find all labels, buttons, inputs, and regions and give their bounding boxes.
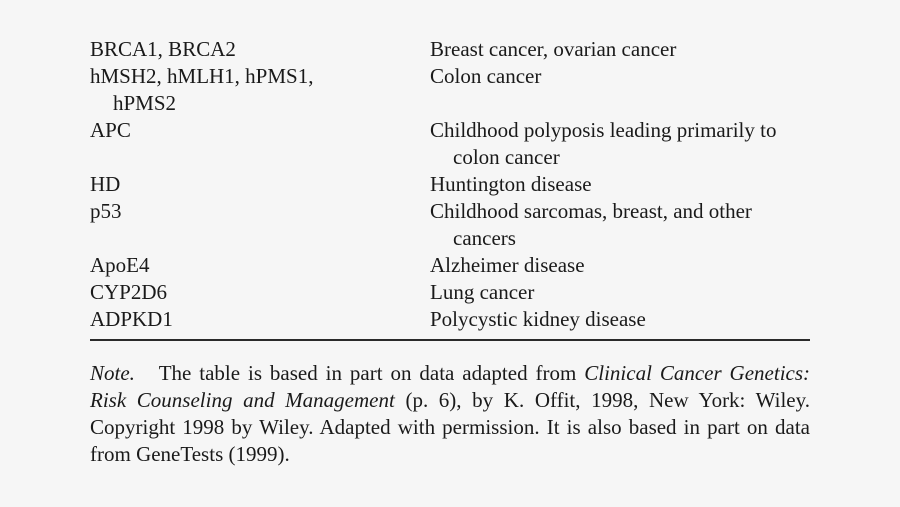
gene-cell: ADPKD1	[90, 307, 173, 331]
table-row	[90, 63, 810, 117]
table-row	[90, 306, 810, 333]
gene-cell: BRCA1, BRCA2	[90, 37, 236, 61]
note-text-2: (p. 6), by K. Offit, 1998, New York: Wiley. Copyright 1998 by Wiley. Adapted with permission. It is also based in part on data from GeneTests (1999).	[90, 388, 810, 466]
gene-cell: HD	[90, 172, 121, 196]
gene-cell: CYP2D6	[90, 280, 168, 304]
gene-cell: ApoE4	[90, 253, 150, 277]
disease-cell: Lung cancer	[430, 280, 535, 304]
table-row	[90, 117, 810, 171]
table-bottom-rule	[90, 339, 810, 341]
table-row	[90, 252, 810, 279]
gene-cell: hMSH2, hMLH1, hPMS1, hPMS2	[90, 64, 314, 115]
disease-cell: Childhood sarcomas, breast, and other cancers	[430, 199, 752, 250]
disease-cell: Alzheimer disease	[430, 253, 585, 277]
table-row	[90, 198, 810, 252]
gene-cell: APC	[90, 118, 131, 142]
disease-cell: Polycystic kidney disease	[430, 307, 646, 331]
note-label: Note.	[90, 361, 135, 385]
disease-cell: Childhood polyposis leading primarily to colon cancer	[430, 118, 777, 169]
note-book-title: Clinical Cancer Genetics: Risk Counseling and Management	[90, 361, 811, 412]
disease-cell: Huntington disease	[430, 172, 592, 196]
disease-cell: Colon cancer	[430, 64, 542, 88]
gene-disease-table	[90, 36, 810, 333]
disease-cell: Breast cancer, ovarian cancer	[430, 37, 677, 61]
table-note	[90, 360, 810, 468]
table-row	[90, 36, 810, 63]
table-row	[90, 279, 810, 306]
gene-cell: p53	[90, 199, 122, 223]
table-row	[90, 171, 810, 198]
note-text-1: The table is based in part on data adapted from	[158, 361, 585, 385]
